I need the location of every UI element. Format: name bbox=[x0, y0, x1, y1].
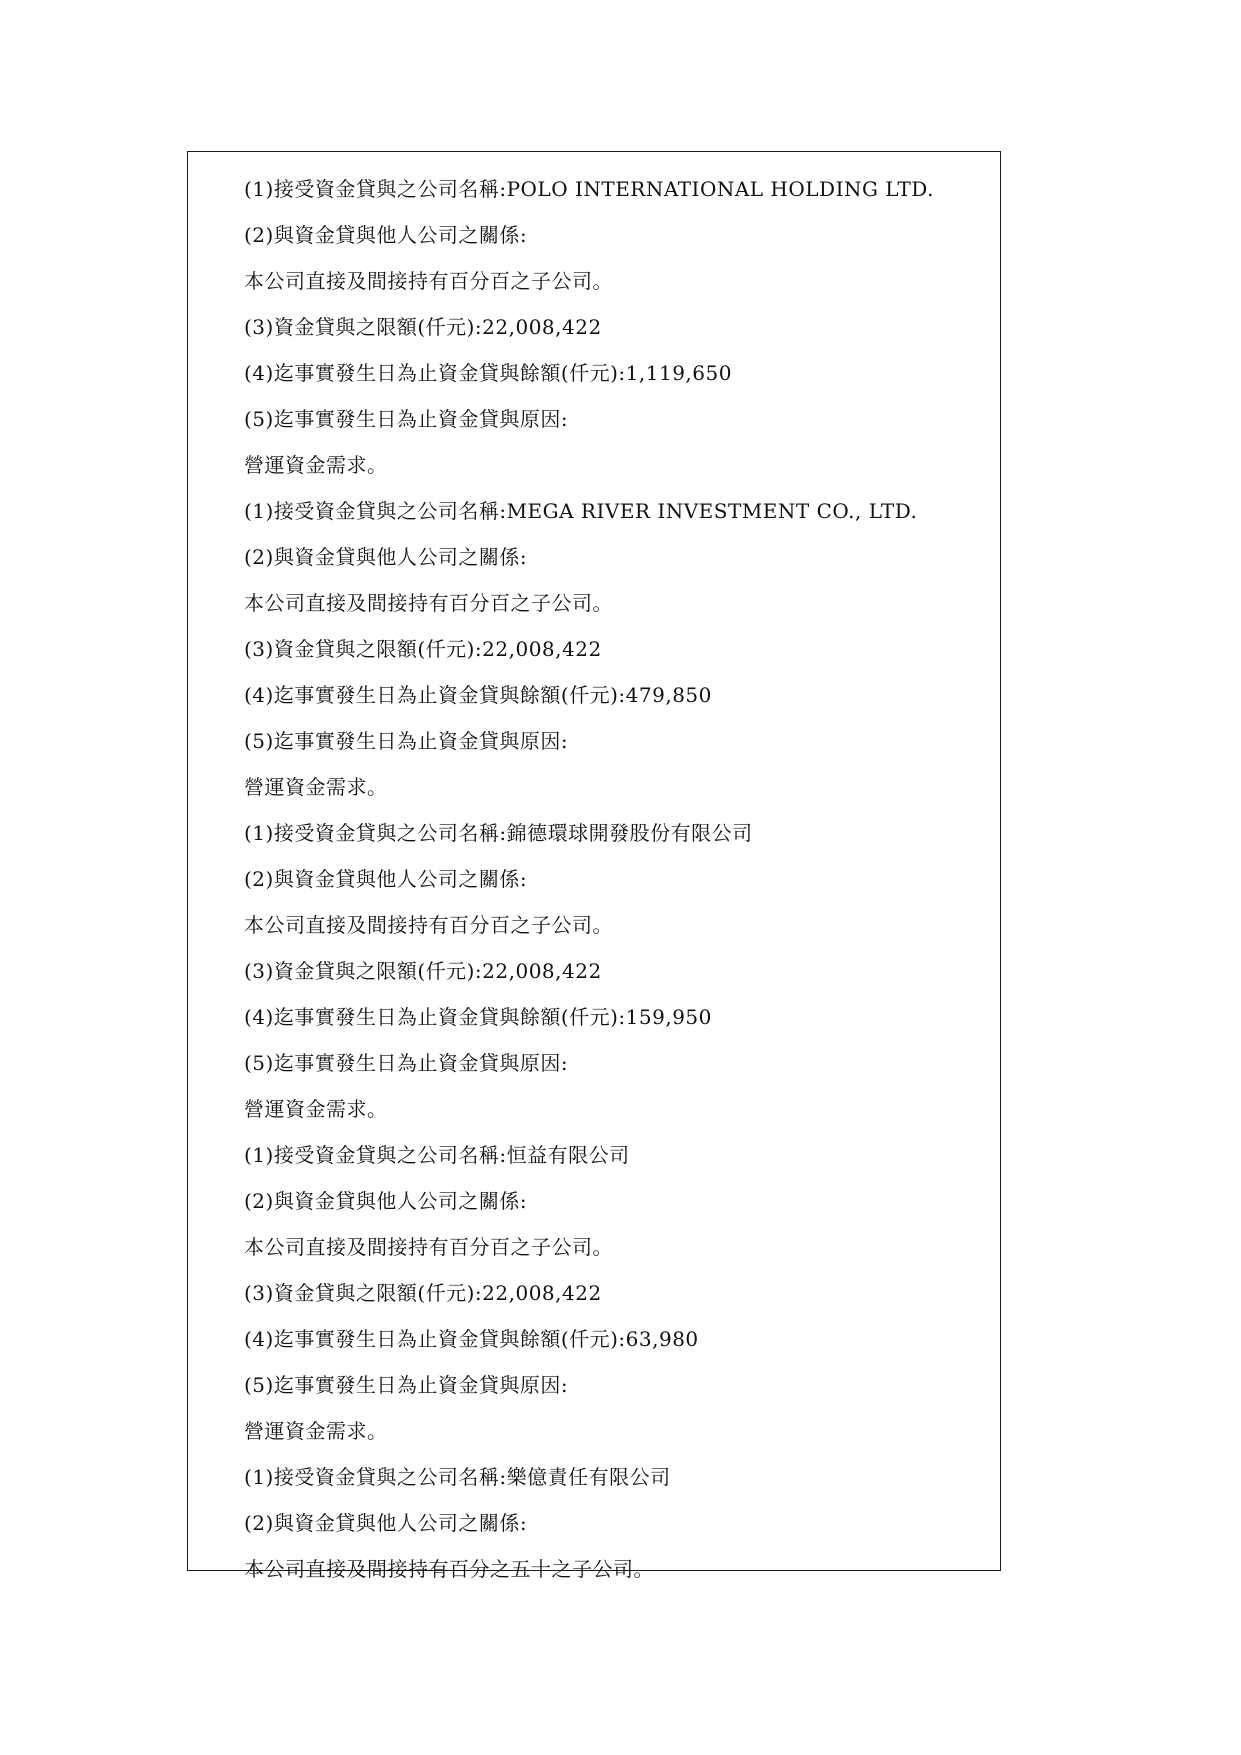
text-line: (2)與資金貸與他人公司之關係: bbox=[244, 223, 528, 247]
text-line: (2)與資金貸與他人公司之關係: bbox=[244, 867, 528, 891]
text-line: (2)與資金貸與他人公司之關係: bbox=[244, 1189, 528, 1213]
text-line: (3)資金貸與之限額(仟元):22,008,422 bbox=[244, 959, 602, 983]
text-line: (4)迄事實發生日為止資金貸與餘額(仟元):479,850 bbox=[244, 683, 712, 707]
text-line: 營運資金需求。 bbox=[244, 453, 388, 477]
text-line: 本公司直接及間接持有百分百之子公司。 bbox=[244, 1235, 613, 1259]
text-line: 本公司直接及間接持有百分百之子公司。 bbox=[244, 591, 613, 615]
text-line: (4)迄事實發生日為止資金貸與餘額(仟元):159,950 bbox=[244, 1005, 712, 1029]
text-line: (4)迄事實發生日為止資金貸與餘額(仟元):63,980 bbox=[244, 1327, 699, 1351]
text-line: (2)與資金貸與他人公司之關係: bbox=[244, 1511, 528, 1535]
text-line: (1)接受資金貸與之公司名稱:恒益有限公司 bbox=[244, 1143, 630, 1167]
text-line: (3)資金貸與之限額(仟元):22,008,422 bbox=[244, 637, 602, 661]
text-line: (5)迄事實發生日為止資金貸與原因: bbox=[244, 1051, 569, 1075]
text-line: (4)迄事實發生日為止資金貸與餘額(仟元):1,119,650 bbox=[244, 361, 732, 385]
text-line: (5)迄事實發生日為止資金貸與原因: bbox=[244, 729, 569, 753]
text-line: (2)與資金貸與他人公司之關係: bbox=[244, 545, 528, 569]
text-line: (1)接受資金貸與之公司名稱:POLO INTERNATIONAL HOLDING LTD. bbox=[244, 177, 934, 201]
text-line: (5)迄事實發生日為止資金貸與原因: bbox=[244, 1373, 569, 1397]
text-line: 營運資金需求。 bbox=[244, 1419, 388, 1443]
text-line: (1)接受資金貸與之公司名稱:樂億責任有限公司 bbox=[244, 1465, 671, 1489]
text-line: (3)資金貸與之限額(仟元):22,008,422 bbox=[244, 315, 602, 339]
text-line: 本公司直接及間接持有百分之五十之子公司。 bbox=[244, 1557, 654, 1581]
text-line: 營運資金需求。 bbox=[244, 775, 388, 799]
text-line: 營運資金需求。 bbox=[244, 1097, 388, 1121]
text-line: 本公司直接及間接持有百分百之子公司。 bbox=[244, 269, 613, 293]
text-line: 本公司直接及間接持有百分百之子公司。 bbox=[244, 913, 613, 937]
document-body bbox=[244, 166, 934, 1592]
text-line: (5)迄事實發生日為止資金貸與原因: bbox=[244, 407, 569, 431]
text-line: (3)資金貸與之限額(仟元):22,008,422 bbox=[244, 1281, 602, 1305]
text-line: (1)接受資金貸與之公司名稱:MEGA RIVER INVESTMENT CO., LTD. bbox=[244, 499, 918, 523]
text-line: (1)接受資金貸與之公司名稱:錦德環球開發股份有限公司 bbox=[244, 821, 753, 845]
